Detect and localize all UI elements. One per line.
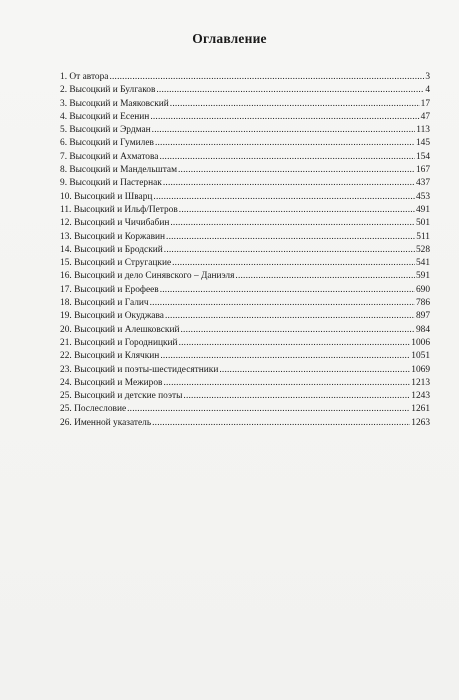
entry-page-number: 3 xyxy=(425,72,430,82)
entry-label: 25. Высоцкий и детские поэты xyxy=(60,391,183,402)
dot-leader xyxy=(165,310,415,323)
entry-label: 15. Высоцкий и Стругацкие xyxy=(60,258,172,269)
toc-entry xyxy=(60,417,430,430)
entry-label: 26. Именной указатель xyxy=(60,417,152,428)
dot-leader xyxy=(166,231,415,244)
toc-entry xyxy=(60,270,430,283)
entry-label: 18. Высоцкий и Галич xyxy=(60,298,149,309)
dot-leader xyxy=(179,337,411,350)
toc-entry xyxy=(60,350,430,363)
dot-leader xyxy=(235,270,415,283)
entry-page-number: 1006 xyxy=(411,337,430,348)
entry-label: 9. Высоцкий и Пастернак xyxy=(60,178,162,189)
entry-label: 23. Высоцкий и поэты-шестидесятники xyxy=(60,364,219,375)
entry-page-number: 501 xyxy=(415,218,430,229)
dot-leader xyxy=(159,151,414,164)
dot-leader xyxy=(109,71,424,84)
entry-label: 8. Высоцкий и Мандельштам xyxy=(60,165,178,176)
toc-entry xyxy=(60,111,430,124)
toc-entry xyxy=(60,284,430,297)
entry-page-number: 167 xyxy=(415,165,430,176)
entry-page-number: 690 xyxy=(415,284,430,295)
toc-entry xyxy=(60,244,430,257)
entry-page-number: 1051 xyxy=(411,351,430,362)
toc-entry xyxy=(60,164,430,177)
toc-entry xyxy=(60,191,430,204)
entry-label: 13. Высоцкий и Коржавин xyxy=(60,231,166,242)
dot-leader xyxy=(172,257,415,270)
dot-leader xyxy=(152,124,416,137)
toc-entry xyxy=(60,231,430,244)
toc-entry xyxy=(60,71,430,84)
entry-page-number: 1261 xyxy=(411,404,430,415)
dot-leader xyxy=(163,377,410,390)
entry-page-number: 786 xyxy=(415,298,430,309)
entry-label: 1. От автора xyxy=(60,72,109,82)
entry-page-number: 491 xyxy=(415,204,430,215)
entry-label: 7. Высоцкий и Ахматова xyxy=(60,151,159,162)
dot-leader xyxy=(164,244,415,257)
toc-entry xyxy=(60,324,430,337)
entry-page-number: 511 xyxy=(416,231,430,242)
entry-label: 11. Высоцкий и Ильф/Петров xyxy=(60,204,178,215)
entry-label: 17. Высоцкий и Ерофеев xyxy=(60,284,159,295)
entry-page-number: 897 xyxy=(415,311,430,322)
dot-leader xyxy=(181,324,415,337)
dot-leader xyxy=(153,191,415,204)
entry-page-number: 1243 xyxy=(411,391,430,402)
toc-entry xyxy=(60,337,430,350)
toc-entry xyxy=(60,124,430,137)
dot-leader xyxy=(219,364,410,377)
entry-page-number: 1213 xyxy=(411,377,430,388)
toc-entry xyxy=(60,310,430,323)
entry-page-number: 145 xyxy=(415,138,430,149)
dot-leader xyxy=(160,284,415,297)
dot-leader xyxy=(127,403,410,416)
entry-label: 10. Высоцкий и Шварц xyxy=(60,191,153,202)
dot-leader xyxy=(179,204,415,217)
entry-page-number: 437 xyxy=(415,178,430,189)
entry-page-number: 528 xyxy=(415,244,430,255)
dot-leader xyxy=(150,297,415,310)
dot-leader xyxy=(160,350,410,363)
entry-label: 22. Высоцкий и Клячкин xyxy=(60,351,160,362)
entry-label: 4. Высоцкий и Есенин xyxy=(60,111,150,122)
entry-label: 24. Высоцкий и Межиров xyxy=(60,377,163,388)
entry-label: 14. Высоцкий и Бродский xyxy=(60,244,163,255)
toc-entry xyxy=(60,217,430,230)
entry-page-number: 47 xyxy=(420,111,430,122)
dot-leader xyxy=(170,98,420,111)
entry-label: 2. Высоцкий и Булгаков xyxy=(60,85,156,96)
entry-label: 6. Высоцкий и Гумилев xyxy=(60,138,154,149)
entry-label: 21. Высоцкий и Городницкий xyxy=(60,337,178,348)
toc-entry xyxy=(60,204,430,217)
entry-page-number: 154 xyxy=(415,151,430,162)
dot-leader xyxy=(155,137,415,150)
entry-page-number: 4 xyxy=(425,85,430,96)
dot-leader xyxy=(156,84,424,97)
entry-label: 25. Послесловие xyxy=(60,404,127,415)
entry-label: 20. Высоцкий и Алешковский xyxy=(60,324,180,335)
toc-entry xyxy=(60,137,430,150)
toc-entry xyxy=(60,151,430,164)
toc-entry xyxy=(60,377,430,390)
entry-page-number: 453 xyxy=(415,191,430,202)
entry-page-number: 17 xyxy=(420,98,430,109)
entry-label: 16. Высоцкий и дело Синявского – Даниэля xyxy=(60,271,235,282)
dot-leader xyxy=(150,111,419,124)
dot-leader xyxy=(183,390,410,403)
dot-leader xyxy=(152,417,410,430)
toc-entry xyxy=(60,403,430,416)
entry-page-number: 591 xyxy=(415,271,430,282)
entry-label: 12. Высоцкий и Чичибабин xyxy=(60,218,170,229)
entry-page-number: 984 xyxy=(415,324,430,335)
entry-page-number: 113 xyxy=(416,125,430,136)
dot-leader xyxy=(170,217,415,230)
table-of-contents xyxy=(60,71,430,430)
toc-entry xyxy=(60,98,430,111)
toc-entry xyxy=(60,257,430,270)
entry-page-number: 1263 xyxy=(411,417,430,428)
toc-entry xyxy=(60,177,430,190)
entry-label: 5. Высоцкий и Эрдман xyxy=(60,125,151,136)
toc-entry xyxy=(60,84,430,97)
entry-page-number: 541 xyxy=(415,258,430,269)
entry-page-number: 1069 xyxy=(411,364,430,375)
toc-entry xyxy=(60,364,430,377)
dot-leader xyxy=(178,164,415,177)
entry-label: 3. Высоцкий и Маяковский xyxy=(60,98,169,109)
entry-label: 19. Высоцкий и Окуджава xyxy=(60,311,164,322)
page-title: Оглавление xyxy=(192,31,267,46)
dot-leader xyxy=(163,177,415,190)
toc-entry xyxy=(60,390,430,403)
toc-entry xyxy=(60,297,430,310)
